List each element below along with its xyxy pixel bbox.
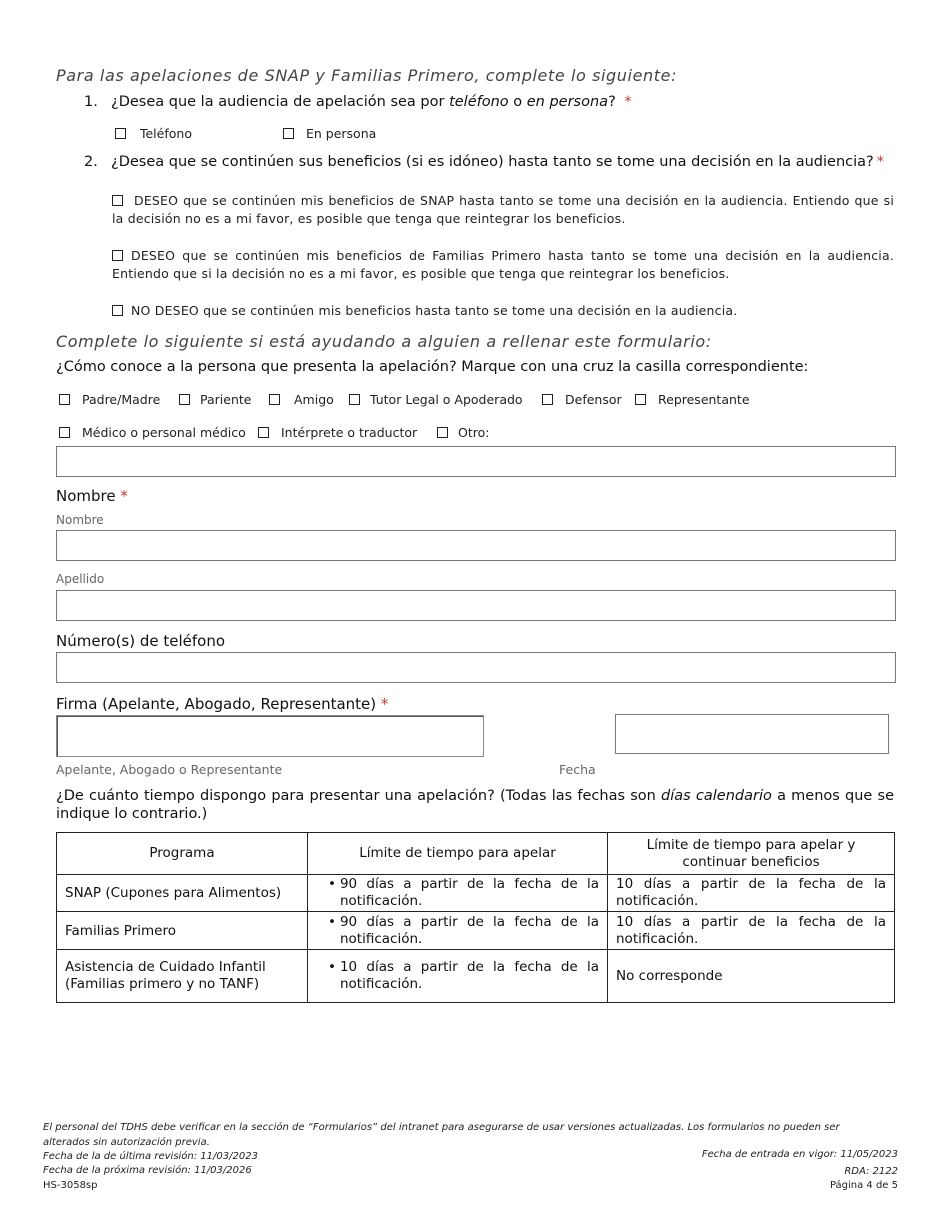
relation-representante-label: Representante	[658, 392, 750, 407]
q1-text-after: ?	[608, 94, 616, 110]
signature-heading-label: Firma (Apelante, Abogado, Representante)	[56, 695, 377, 713]
table-cell-continuar: No corresponde	[608, 950, 895, 1003]
q1-italic-person: en persona	[526, 94, 609, 110]
relation-otro-label: Otro:	[458, 425, 490, 440]
relation-interprete-label: Intérprete o traductor	[281, 425, 418, 440]
checkbox-tutor[interactable]	[349, 394, 360, 405]
table-cell-continuar: 10 días a partir de la fecha de la notificación.	[608, 912, 895, 950]
table-cell-apelar-text: 90 días a partir de la fecha de la notificación.	[339, 876, 599, 909]
question-2	[111, 154, 884, 170]
q1-italic-phone: teléfono	[449, 94, 509, 110]
q1-text-before: ¿Desea que la audiencia de apelación sea por	[111, 94, 450, 110]
checkbox-defensor[interactable]	[542, 394, 553, 405]
option-continue-familias[interactable]	[112, 247, 894, 283]
option-no-continue[interactable]	[112, 302, 894, 320]
relation-medico[interactable]	[59, 425, 246, 440]
checkbox-interprete[interactable]	[258, 427, 269, 438]
checkbox-no-continue[interactable]	[112, 305, 123, 316]
relation-representante[interactable]	[635, 392, 750, 407]
table-cell-apelar-text: 10 días a partir de la fecha de la notificación.	[339, 959, 599, 992]
question-2-number: 2.	[84, 154, 98, 170]
phone-input[interactable]	[56, 652, 896, 683]
table-header-row	[57, 833, 895, 875]
section-heading-snap: Para las apelaciones de SNAP y Familias Primero, complete lo siguiente:	[56, 66, 678, 85]
relation-pariente-label: Pariente	[200, 392, 252, 407]
option-telefono-label: Teléfono	[139, 126, 192, 141]
header-programa: Programa	[57, 833, 308, 875]
table-cell-apelar	[308, 912, 608, 950]
checkbox-otro[interactable]	[437, 427, 448, 438]
required-marker: *	[380, 695, 389, 713]
checkbox-en-persona[interactable]	[283, 128, 294, 139]
header-limite-continuar: Límite de tiempo para apelar y continuar beneficios	[608, 833, 895, 875]
deadline-question	[56, 787, 894, 823]
checkbox-amigo[interactable]	[269, 394, 280, 405]
table-row	[57, 912, 895, 950]
option-en-persona[interactable]	[283, 126, 376, 141]
option-telefono[interactable]	[115, 126, 192, 141]
bullet: •	[328, 959, 336, 975]
checkbox-pariente[interactable]	[179, 394, 190, 405]
deadline-table	[56, 832, 895, 1003]
nombre-heading-label: Nombre	[56, 487, 116, 505]
table-cell-apelar-text: 90 días a partir de la fecha de la notificación.	[339, 913, 599, 947]
phone-label: Número(s) de teléfono	[56, 632, 226, 650]
relation-pariente[interactable]	[179, 392, 251, 407]
first-name-label: Nombre	[56, 513, 104, 527]
checkbox-padre-madre[interactable]	[59, 394, 70, 405]
checkbox-continue-familias[interactable]	[112, 250, 123, 261]
table-cell-apelar	[308, 950, 608, 1003]
checkbox-telefono[interactable]	[115, 128, 126, 139]
table-cell-apelar	[308, 875, 608, 912]
relation-otro[interactable]	[437, 425, 489, 440]
deadline-question-start: ¿De cuánto tiempo dispongo para presentar una apelación? (Todas las fechas son	[56, 788, 662, 804]
q1-text-mid: o	[508, 94, 527, 110]
footer-effective-date: Fecha de entrada en vigor: 11/05/2023	[701, 1149, 898, 1160]
required-marker: *	[876, 154, 884, 170]
deadline-question-italic: días calendario	[661, 788, 772, 804]
nombre-heading	[56, 487, 128, 505]
signature-heading	[56, 695, 388, 713]
required-marker: *	[624, 94, 632, 110]
relation-defensor[interactable]	[542, 392, 622, 407]
relation-question: ¿Cómo conoce a la persona que presenta la apelación? Marque con una cruz la casilla correspondiente:	[56, 359, 809, 375]
footer-last-revision: Fecha de la de última revisión: 11/03/2023	[43, 1151, 258, 1162]
table-row	[57, 875, 895, 912]
checkbox-representante[interactable]	[635, 394, 646, 405]
question-1	[111, 94, 632, 110]
table-cell-programa: Asistencia de Cuidado Infantil (Familias primero y no TANF)	[57, 950, 308, 1003]
relation-medico-label: Médico o personal médico	[82, 425, 246, 440]
footer-notice: El personal del TDHS debe verificar en la sección de “Formularios” del intranet para asegurarse de usar versiones actualizadas. Los formularios no pueden ser alterados sin autorización previa.	[43, 1122, 840, 1148]
bullet: •	[328, 876, 336, 892]
option-continue-familias-text: DESEO que se continúen mis beneficios de Familias Primero hasta tanto se tome una decisión en la audiencia. Entiendo que si la decisión no es a mi favor, es posible que tenga que reintegrar los beneficios.	[112, 248, 894, 281]
option-no-continue-text: NO DESEO que se continúen mis beneficios hasta tanto se tome una decisión en la audiencia.	[131, 303, 738, 318]
relation-amigo[interactable]	[269, 392, 334, 407]
footer-next-revision: Fecha de la próxima revisión: 11/03/2026	[43, 1165, 252, 1176]
relation-interprete[interactable]	[258, 425, 417, 440]
signature-input[interactable]	[56, 715, 484, 757]
checkbox-medico[interactable]	[59, 427, 70, 438]
otro-input[interactable]	[56, 446, 896, 477]
table-cell-continuar: 10 días a partir de la fecha de la notificación.	[608, 875, 895, 912]
bullet: •	[328, 913, 336, 930]
footer-form-id: HS-3058sp	[43, 1180, 98, 1191]
question-1-number: 1.	[84, 94, 98, 110]
required-marker: *	[120, 487, 128, 505]
section-heading-helper: Complete lo siguiente si está ayudando a alguien a rellenar este formulario:	[56, 332, 712, 351]
relation-defensor-label: Defensor	[565, 392, 622, 407]
footer-page-number: Página 4 de 5	[829, 1180, 898, 1191]
table-cell-programa: SNAP (Cupones para Alimentos)	[57, 875, 308, 912]
header-limite-apelar: Límite de tiempo para apelar	[308, 833, 608, 875]
footer-rda: RDA: 2122	[844, 1166, 898, 1177]
date-sublabel: Fecha	[559, 762, 596, 777]
date-input[interactable]	[615, 714, 889, 754]
deadline-question-end: a menos que se indique lo contrario.)	[56, 788, 895, 822]
relation-tutor-label: Tutor Legal o Apoderado	[370, 392, 523, 407]
relation-tutor[interactable]	[349, 392, 523, 407]
last-name-label: Apellido	[56, 572, 105, 586]
last-name-input[interactable]	[56, 590, 896, 621]
relation-amigo-label: Amigo	[294, 392, 334, 407]
option-continue-snap[interactable]	[112, 192, 894, 228]
option-continue-snap-text: DESEO que se continúen mis beneficios de SNAP hasta tanto se tome una decisión en la audiencia. Entiendo que si la decisión no es a mi favor, es posible que tenga que reintegrar los beneficios.	[112, 193, 894, 226]
q2-text: ¿Desea que se continúen sus beneficios (si es idóneo) hasta tanto se tome una decisión en la audiencia?	[111, 154, 874, 170]
option-en-persona-label: En persona	[305, 126, 377, 141]
signature-sublabel: Apelante, Abogado o Representante	[56, 762, 283, 777]
table-cell-programa: Familias Primero	[57, 912, 308, 950]
relation-padre-madre[interactable]	[59, 392, 160, 407]
first-name-input[interactable]	[56, 530, 896, 561]
checkbox-continue-snap[interactable]	[112, 195, 123, 206]
table-row	[57, 950, 895, 1003]
relation-padre-madre-label: Padre/Madre	[82, 392, 161, 407]
